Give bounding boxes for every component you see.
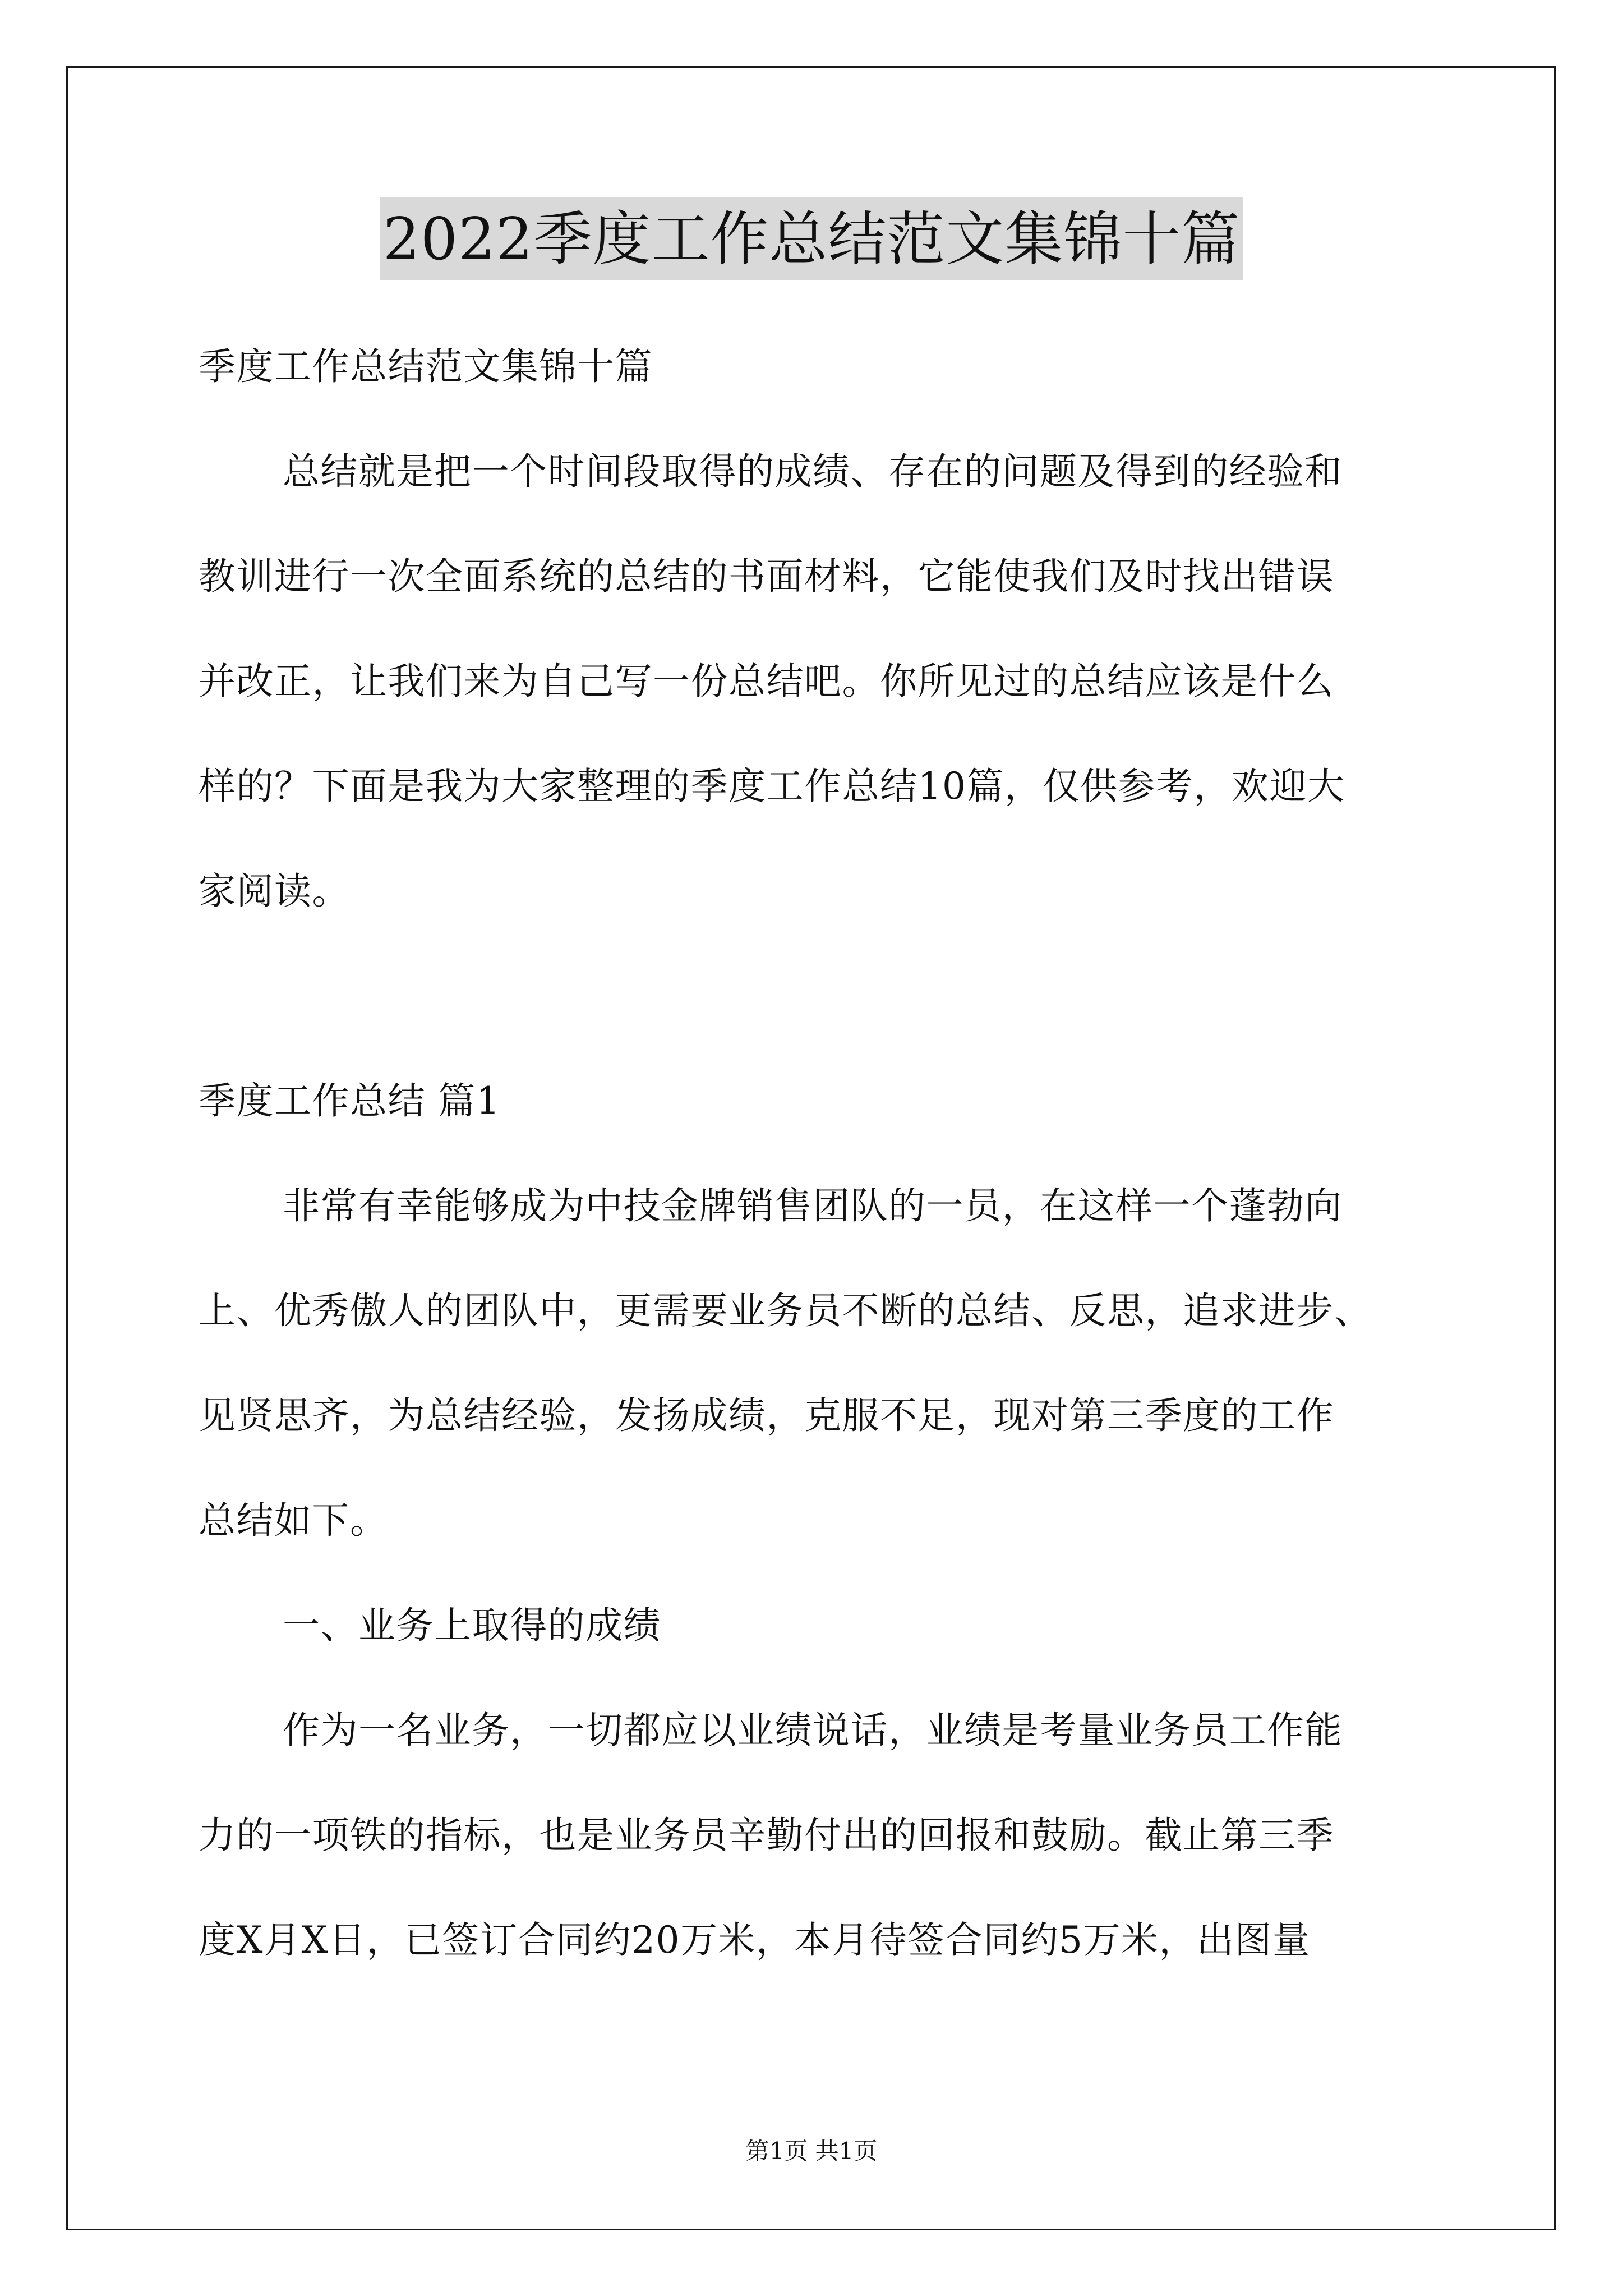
blank-line <box>199 944 1444 1048</box>
document-title: 2022季度工作总结范文集锦十篇 <box>380 197 1244 280</box>
paragraph-line: 样的？下面是我为大家整理的季度工作总结10篇，仅供参考，欢迎大 <box>199 765 1345 808</box>
paragraph-line: 非常有幸能够成为中技金牌销售团队的一员，在这样一个蓬勃向 <box>283 1184 1343 1227</box>
subtitle-line: 季度工作总结范文集锦十篇 <box>199 345 653 388</box>
paragraph-line: 总结就是把一个时间段取得的成绩、存在的问题及得到的经验和 <box>283 450 1343 493</box>
section-heading: 季度工作总结 篇1 <box>199 1079 501 1122</box>
paragraph-line: 总结如下。 <box>199 1499 388 1542</box>
paragraph-line: 家阅读。 <box>199 869 350 913</box>
paragraph-line: 教训进行一次全面系统的总结的书面材料，它能使我们及时找出错误 <box>199 555 1334 598</box>
paragraph-line: 上、优秀傲人的团队中，更需要业务员不断的总结、反思，追求进步、 <box>199 1289 1372 1332</box>
document-body <box>199 314 1444 1993</box>
paragraph-line: 力的一项铁的指标，也是业务员辛勤付出的回报和鼓励。截止第三季 <box>199 1814 1334 1857</box>
title-container <box>0 197 1623 280</box>
subsection-heading: 一、业务上取得的成绩 <box>283 1604 661 1647</box>
page-number-footer: 第1页 共1页 <box>745 2137 878 2165</box>
paragraph-line: 并改正，让我们来为自己写一份总结吧。你所见过的总结应该是什么 <box>199 660 1334 703</box>
paragraph-line: 度X月X日，已签订合同约20万米，本月待签合同约5万米，出图量 <box>199 1918 1311 1962</box>
paragraph-line: 作为一名业务，一切都应以业绩说话，业绩是考量业务员工作能 <box>283 1709 1343 1752</box>
paragraph-line: 见贤思齐，为总结经验，发扬成绩，克服不足，现对第三季度的工作 <box>199 1394 1334 1437</box>
